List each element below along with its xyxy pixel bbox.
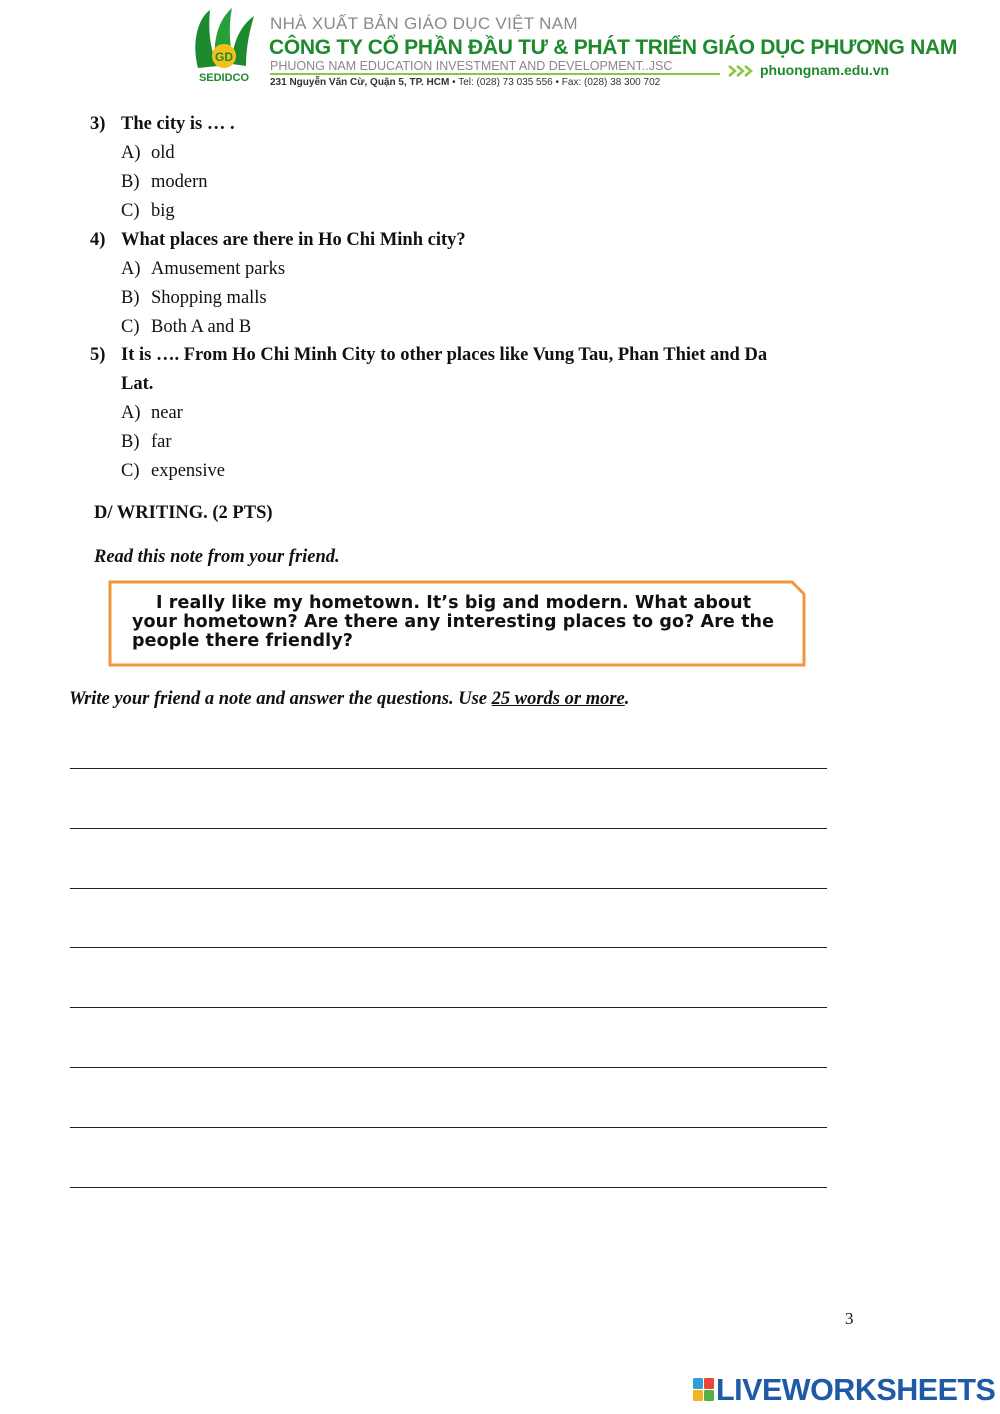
chevron-right-icon [727, 64, 757, 78]
question-5 [90, 341, 850, 399]
option-3c[interactable] [121, 197, 175, 226]
question-3 [90, 110, 850, 139]
question-text: What places are there in Ho Chi Minh city? [121, 230, 466, 250]
option-letter: A) [121, 143, 141, 163]
friend-note [132, 594, 792, 651]
answer-line-8[interactable] [70, 1187, 827, 1188]
question-text-continued: Lat. [121, 374, 154, 394]
word-count-requirement: 25 words or more [491, 689, 625, 709]
option-text: big [151, 201, 175, 221]
fax: Fax: (028) 38 300 702 [561, 77, 661, 88]
liveworksheets-brand[interactable] [692, 1373, 996, 1407]
option-letter: C) [121, 317, 140, 337]
question-4 [90, 226, 850, 255]
option-3a[interactable] [121, 139, 175, 168]
task-end: . [624, 689, 630, 709]
answer-line-5[interactable] [70, 1007, 827, 1008]
publisher-name: NHÀ XUẤT BẢN GIÁO DỤC VIỆT NAM [270, 14, 578, 33]
company-name-english: PHUONG NAM EDUCATION INVESTMENT AND DEVELOPMENT..JSC [270, 59, 673, 73]
option-3b[interactable] [121, 168, 208, 197]
instruction: Read this note from your friend. [94, 547, 340, 567]
writing-task [69, 689, 629, 710]
answer-line-7[interactable] [70, 1127, 827, 1128]
address: 231 Nguyễn Văn Cừ, Quận 5, TP. HCM [270, 77, 450, 88]
answer-line-6[interactable] [70, 1067, 827, 1068]
answer-line-2[interactable] [70, 828, 827, 829]
option-5c[interactable] [121, 457, 225, 486]
answer-line-4[interactable] [70, 947, 827, 948]
option-letter: C) [121, 461, 140, 481]
option-5b[interactable] [121, 428, 172, 457]
question-number: 5) [90, 345, 106, 365]
option-letter: B) [121, 288, 140, 308]
option-text: far [151, 432, 172, 452]
option-text: old [151, 143, 175, 163]
option-5a[interactable] [121, 399, 183, 428]
option-text: Both A and B [151, 317, 252, 337]
answer-line-1[interactable] [70, 768, 827, 769]
note-line: I really like my hometown. It’s big and modern. What about [156, 593, 752, 613]
question-number: 4) [90, 230, 106, 250]
liveworksheets-logo-icon [692, 1377, 716, 1403]
section-title: D/ WRITING. (2 PTS) [94, 503, 273, 523]
option-4b[interactable] [121, 284, 267, 313]
brand-name: LIVEWORKSHEETS [716, 1373, 996, 1407]
publisher-header [0, 0, 1000, 100]
answer-line-3[interactable] [70, 888, 827, 889]
option-text: Shopping malls [151, 288, 267, 308]
option-text: Amusement parks [151, 259, 286, 279]
task-text: Write your friend a note and answer the questions. Use [69, 689, 492, 709]
logo-caption: SEDIDCO [198, 72, 250, 84]
option-letter: B) [121, 172, 140, 192]
option-4c[interactable] [121, 313, 251, 342]
option-text: expensive [151, 461, 225, 481]
question-number: 3) [90, 114, 106, 134]
option-letter: C) [121, 201, 140, 221]
contact-line: 231 Nguyễn Văn Cừ, Quận 5, TP. HCM • Tel: (028) 73 035 556 • Fax: (028) 38 300 702 [270, 77, 661, 88]
option-text: near [151, 403, 183, 423]
option-letter: A) [121, 403, 141, 423]
website[interactable]: phuongnam.edu.vn [760, 62, 890, 78]
option-4a[interactable] [121, 255, 285, 284]
telephone: Tel: (028) 73 035 556 [458, 77, 553, 88]
logo-badge: GD [215, 50, 233, 64]
note-line: your hometown? Are there any interesting places to go? Are the [132, 612, 775, 632]
company-name: CÔNG TY CỔ PHẦN ĐẦU TƯ & PHÁT TRIỂN GIÁO DỤC PHƯƠNG NAM [269, 36, 958, 59]
note-line: people there friendly? [132, 631, 354, 651]
option-text: modern [151, 172, 208, 192]
option-letter: B) [121, 432, 140, 452]
header-divider [270, 73, 720, 75]
question-text: It is …. From Ho Chi Minh City to other places like Vung Tau, Phan Thiet and Da [121, 345, 768, 365]
question-text: The city is … . [121, 114, 235, 134]
option-letter: A) [121, 259, 141, 279]
page-number: 3 [845, 1309, 854, 1328]
